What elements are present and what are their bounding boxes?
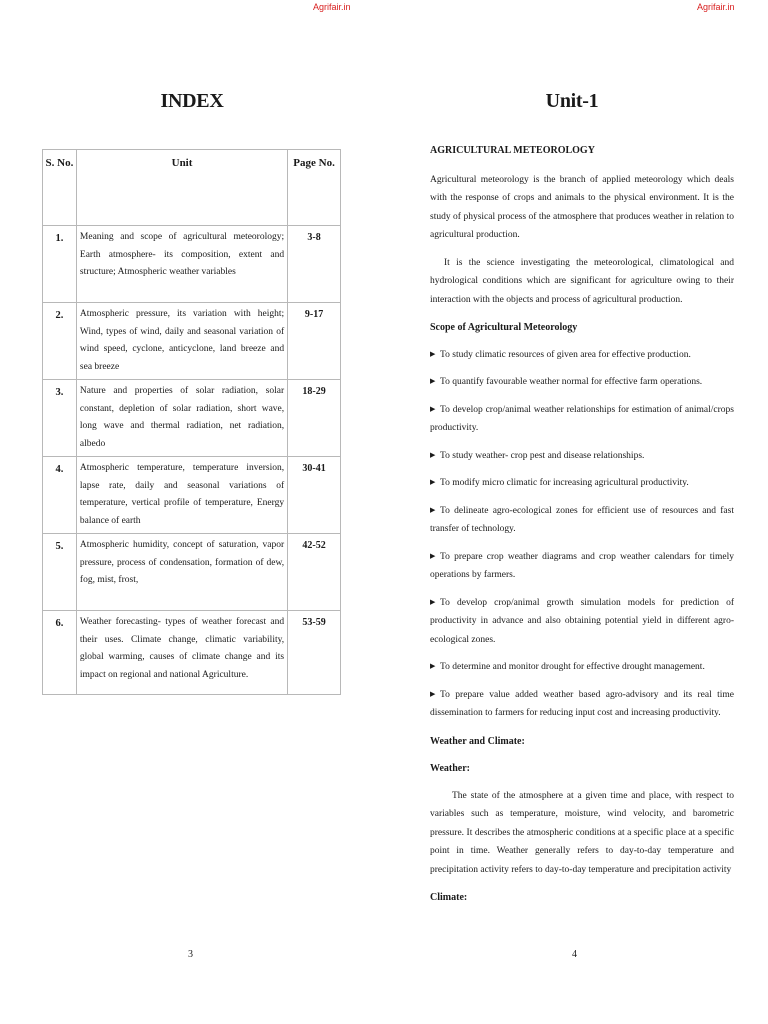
triangle-right-icon: ▶ bbox=[430, 349, 436, 358]
triangle-right-icon: ▶ bbox=[430, 478, 436, 487]
triangle-right-icon: ▶ bbox=[430, 450, 436, 459]
row-sno: 3. bbox=[43, 380, 77, 457]
triangle-right-icon: ▶ bbox=[430, 377, 436, 386]
list-item bbox=[430, 502, 734, 539]
weather-heading: Weather: bbox=[430, 763, 470, 775]
list-item-text: To develop crop/animal growth simulation models for prediction of productivity in advance and also obtaining potential yield in different agro- ecological zones. bbox=[430, 597, 734, 645]
list-item-text: To prepare value added weather based agro-advisory and its real time dissemination to farmers for reducing input cost and increasing productivity. bbox=[430, 689, 734, 719]
intro-paragraph: Agricultural meteorology is the branch of applied meteorology which deals with the response of crops and animals to the physical environment. It is the study of physical process of the atmosphere that produces weather in relation to agricultural production. bbox=[430, 174, 734, 241]
row-unit: Nature and properties of solar radiation, solar constant, depletion of solar radiation, short wave, long wave and thermal radiation, net radiation, albedo bbox=[76, 380, 287, 457]
watermark-link[interactable]: Agrifair.in bbox=[313, 2, 351, 12]
triangle-right-icon: ▶ bbox=[430, 551, 436, 560]
list-item bbox=[430, 594, 734, 650]
header-unit: Unit bbox=[76, 150, 287, 226]
index-heading: INDEX bbox=[160, 90, 224, 112]
row-unit: Atmospheric temperature, temperature inversion, lapse rate, daily and seasonal variations of temperature, vertical profile of temperature, Energy balance of earth bbox=[76, 457, 287, 534]
row-sno: 2. bbox=[43, 303, 77, 380]
science-paragraph: It is the science investigating the meteorological, climatological and hydrological conditions which are significant for agriculture owing to their interaction with the objects and process of agricultural production. bbox=[430, 257, 734, 305]
row-pages: 3-8 bbox=[288, 226, 341, 303]
list-item-text: To prepare crop weather diagrams and crop weather calendars for timely operations by farmers. bbox=[430, 551, 734, 581]
list-item-text: To develop crop/animal weather relationships for estimation of animal/crops productivity. bbox=[430, 404, 734, 434]
list-item-text: To determine and monitor drought for effective drought management. bbox=[440, 662, 705, 673]
triangle-right-icon: ▶ bbox=[430, 597, 436, 606]
row-unit: Meaning and scope of agricultural meteorology; Earth atmosphere- its composition, extent and structure; Atmospheric weather variables bbox=[76, 226, 287, 303]
row-unit: Atmospheric humidity, concept of saturation, vapor pressure, process of condensation, formation of dew, fog, mist, frost, bbox=[76, 534, 287, 611]
scope-list bbox=[430, 346, 734, 723]
row-sno: 6. bbox=[43, 611, 77, 695]
triangle-right-icon: ▶ bbox=[430, 404, 436, 413]
page-number: 4 bbox=[572, 949, 577, 960]
section-title: AGRICULTURAL METEOROLOGY bbox=[430, 145, 595, 156]
scope-heading: Scope of Agricultural Meteorology bbox=[430, 322, 578, 334]
row-pages: 9-17 bbox=[288, 303, 341, 380]
row-pages: 18-29 bbox=[288, 380, 341, 457]
list-item bbox=[430, 346, 734, 365]
index-table bbox=[42, 149, 341, 695]
triangle-right-icon: ▶ bbox=[430, 662, 436, 671]
list-item bbox=[430, 686, 734, 723]
table-row bbox=[43, 380, 341, 457]
table-row bbox=[43, 611, 341, 695]
list-item bbox=[430, 548, 734, 585]
list-item bbox=[430, 658, 734, 677]
header-sno: S. No. bbox=[43, 150, 77, 226]
header-page-no: Page No. bbox=[288, 150, 341, 226]
unit-heading: Unit-1 bbox=[545, 90, 599, 112]
row-pages: 53-59 bbox=[288, 611, 341, 695]
table-row bbox=[43, 534, 341, 611]
triangle-right-icon: ▶ bbox=[430, 505, 436, 514]
table-row bbox=[43, 226, 341, 303]
triangle-right-icon: ▶ bbox=[430, 689, 436, 698]
list-item-text: To study weather- crop pest and disease relationships. bbox=[440, 450, 645, 461]
list-item-text: To study climatic resources of given area for effective production. bbox=[440, 349, 691, 360]
row-unit: Atmospheric pressure, its variation with height; Wind, types of wind, daily and seasonal variation of wind speed, cyclone, anticyclone, land breeze and sea breeze bbox=[76, 303, 287, 380]
row-sno: 5. bbox=[43, 534, 77, 611]
table-header-row bbox=[43, 150, 341, 226]
list-item-text: To quantify favourable weather normal for effective farm operations. bbox=[440, 377, 703, 388]
list-item bbox=[430, 401, 734, 438]
list-item bbox=[430, 474, 734, 493]
list-item-text: To delineate agro-ecological zones for efficient use of resources and fast transfer of technology. bbox=[430, 505, 734, 535]
climate-heading: Climate: bbox=[430, 892, 468, 904]
list-item bbox=[430, 447, 734, 466]
row-pages: 42-52 bbox=[288, 534, 341, 611]
page-number: 3 bbox=[188, 949, 193, 960]
list-item-text: To modify micro climatic for increasing agricultural productivity. bbox=[440, 478, 689, 489]
row-pages: 30-41 bbox=[288, 457, 341, 534]
right-page bbox=[384, 0, 768, 1024]
row-unit: Weather forecasting- types of weather forecast and their uses. Climate change, climatic variability, global warming, causes of climate change and its impact on regional and national Agriculture. bbox=[76, 611, 287, 695]
unit-content bbox=[430, 141, 734, 916]
row-sno: 1. bbox=[43, 226, 77, 303]
weather-climate-heading: Weather and Climate: bbox=[430, 735, 525, 747]
watermark-link[interactable]: Agrifair.in bbox=[697, 2, 735, 12]
table-row bbox=[43, 457, 341, 534]
table-row bbox=[43, 303, 341, 380]
list-item bbox=[430, 373, 734, 392]
row-sno: 4. bbox=[43, 457, 77, 534]
weather-paragraph: The state of the atmosphere at a given time and place, with respect to variables such as temperature, moisture, wind velocity, and barometric pressure. It describes the atmospheric conditions at a specific place at a specific point in time. Weather generally refers to day-to-day temperature and precipitation activity refers to day-to-day temperature and precipitation activity bbox=[430, 790, 734, 875]
